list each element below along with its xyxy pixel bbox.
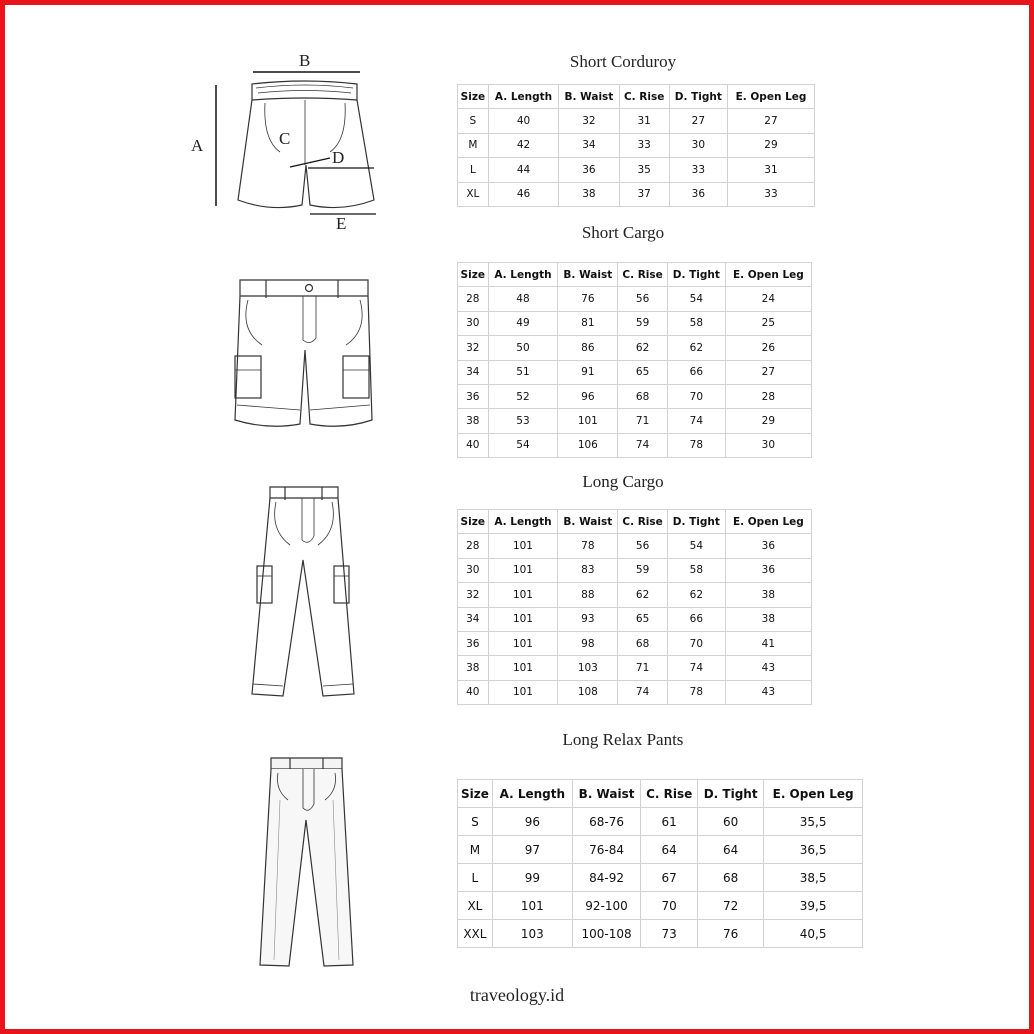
table-row (458, 892, 863, 920)
table-cell: 103 (492, 920, 572, 948)
table-cell: 43 (725, 680, 811, 704)
table-row (458, 409, 812, 433)
table-cell: 40,5 (764, 920, 863, 948)
table-cell: M (458, 133, 489, 157)
table-cell: 30 (669, 133, 727, 157)
table-cell: 35 (619, 158, 669, 182)
column-header: E. Open Leg (725, 510, 811, 534)
table-cell: 78 (667, 433, 725, 457)
table-cell: 28 (458, 534, 489, 558)
title-long-cargo: Long Cargo (582, 472, 664, 491)
table-cell: 52 (488, 384, 558, 408)
column-header: Size (458, 263, 489, 287)
table-cell: 34 (458, 607, 489, 631)
column-header: C. Rise (618, 510, 668, 534)
long-cargo-pants-icon (252, 487, 354, 696)
column-header: C. Rise (618, 263, 668, 287)
title-long-relax-pants: Long Relax Pants (562, 730, 684, 749)
table-cell: 76-84 (572, 836, 640, 864)
size-table-short-corduroy (457, 84, 815, 207)
table-cell: 36 (458, 384, 489, 408)
table-header-row (458, 510, 812, 534)
table-cell: 74 (667, 656, 725, 680)
column-header: D. Tight (669, 85, 727, 109)
table-cell: 78 (558, 534, 618, 558)
table-row (458, 384, 812, 408)
table-cell: 54 (667, 534, 725, 558)
table-cell: 93 (558, 607, 618, 631)
column-header: Size (458, 85, 489, 109)
table-cell: 38 (559, 182, 619, 206)
footer-brand: traveology.id (469, 985, 565, 1005)
column-header: A. Length (492, 780, 572, 808)
table-row (458, 583, 812, 607)
table-cell: 62 (618, 336, 668, 360)
table-cell: 73 (641, 920, 698, 948)
table-cell: 36 (559, 158, 619, 182)
table-row (458, 311, 812, 335)
table-row (458, 808, 863, 836)
table-cell: 74 (618, 433, 668, 457)
table-cell: 58 (667, 311, 725, 335)
column-header: A. Length (488, 85, 559, 109)
table-cell: 24 (725, 287, 811, 311)
table-cell: 61 (641, 808, 698, 836)
title-short-cargo: Short Cargo (581, 223, 665, 242)
table-cell: XL (458, 892, 493, 920)
table-cell: 99 (492, 864, 572, 892)
table-cell: 101 (488, 558, 558, 582)
table-cell: 50 (488, 336, 558, 360)
table-cell: 35,5 (764, 808, 863, 836)
table-cell: 27 (727, 109, 814, 133)
table-cell: 81 (558, 311, 618, 335)
table-cell: 64 (698, 836, 764, 864)
table-cell: 28 (458, 287, 489, 311)
table-cell: 38 (725, 607, 811, 631)
table-cell: 53 (488, 409, 558, 433)
column-header: E. Open Leg (725, 263, 811, 287)
column-header: Size (458, 510, 489, 534)
table-row (458, 656, 812, 680)
table-cell: 54 (667, 287, 725, 311)
table-cell: 33 (669, 158, 727, 182)
table-cell: 42 (488, 133, 559, 157)
table-cell: 38 (458, 656, 489, 680)
label-c: C (279, 129, 291, 148)
table-cell: 92-100 (572, 892, 640, 920)
table-cell: 101 (488, 680, 558, 704)
column-header: B. Waist (558, 263, 618, 287)
table-cell: 62 (667, 336, 725, 360)
table-row (458, 133, 815, 157)
table-cell: 43 (725, 656, 811, 680)
table-cell: 30 (725, 433, 811, 457)
table-cell: 33 (727, 182, 814, 206)
table-row (458, 920, 863, 948)
table-cell: 70 (667, 384, 725, 408)
table-cell: 29 (727, 133, 814, 157)
table-row (458, 336, 812, 360)
table-row (458, 182, 815, 206)
column-header: E. Open Leg (764, 780, 863, 808)
label-e: E (336, 214, 347, 233)
table-cell: M (458, 836, 493, 864)
table-cell: 56 (618, 287, 668, 311)
table-cell: 32 (458, 336, 489, 360)
table-cell: 33 (619, 133, 669, 157)
table-cell: 28 (725, 384, 811, 408)
table-cell: 98 (558, 631, 618, 655)
table-cell: 66 (667, 360, 725, 384)
table-cell: 101 (488, 656, 558, 680)
table-cell: 74 (667, 409, 725, 433)
column-header: D. Tight (667, 510, 725, 534)
table-cell: 83 (558, 558, 618, 582)
table-cell: 101 (488, 631, 558, 655)
table-cell: 36 (458, 631, 489, 655)
table-row (458, 109, 815, 133)
table-cell: 37 (619, 182, 669, 206)
table-cell: 106 (558, 433, 618, 457)
table-cell: 59 (618, 311, 668, 335)
table-cell: 60 (698, 808, 764, 836)
table-cell: 65 (618, 360, 668, 384)
table-cell: 65 (618, 607, 668, 631)
table-cell: 31 (727, 158, 814, 182)
table-cell: 71 (618, 656, 668, 680)
table-cell: 78 (667, 680, 725, 704)
table-cell: 70 (667, 631, 725, 655)
table-cell: 34 (458, 360, 489, 384)
table-row (458, 836, 863, 864)
table-cell: 41 (725, 631, 811, 655)
table-cell: 36,5 (764, 836, 863, 864)
table-cell: 39,5 (764, 892, 863, 920)
table-cell: 59 (618, 558, 668, 582)
table-cell: 96 (558, 384, 618, 408)
table-cell: 68 (618, 384, 668, 408)
table-cell: 31 (619, 109, 669, 133)
column-header: E. Open Leg (727, 85, 814, 109)
table-cell: 100-108 (572, 920, 640, 948)
column-header: D. Tight (698, 780, 764, 808)
column-header: C. Rise (619, 85, 669, 109)
table-header-row (458, 263, 812, 287)
column-header: C. Rise (641, 780, 698, 808)
table-row (458, 631, 812, 655)
table-cell: 27 (669, 109, 727, 133)
table-row (458, 864, 863, 892)
table-cell: 101 (558, 409, 618, 433)
relax-pants-icon (260, 758, 353, 966)
table-cell: 71 (618, 409, 668, 433)
table-cell: 68-76 (572, 808, 640, 836)
table-row (458, 158, 815, 182)
table-cell: 62 (618, 583, 668, 607)
table-cell: 76 (558, 287, 618, 311)
table-row (458, 433, 812, 457)
table-cell: 101 (488, 534, 558, 558)
table-cell: 97 (492, 836, 572, 864)
table-cell: 30 (458, 558, 489, 582)
table-cell: 108 (558, 680, 618, 704)
table-cell: 67 (641, 864, 698, 892)
label-b: B (299, 51, 311, 70)
table-cell: 68 (698, 864, 764, 892)
title-short-corduroy: Short Corduroy (569, 52, 677, 71)
table-cell: 58 (667, 558, 725, 582)
column-header: D. Tight (667, 263, 725, 287)
table-cell: 86 (558, 336, 618, 360)
table-row (458, 680, 812, 704)
table-cell: 103 (558, 656, 618, 680)
table-header-row (458, 780, 863, 808)
table-cell: XXL (458, 920, 493, 948)
table-cell: L (458, 864, 493, 892)
column-header: Size (458, 780, 493, 808)
table-cell: 74 (618, 680, 668, 704)
table-cell: 88 (558, 583, 618, 607)
table-cell: 30 (458, 311, 489, 335)
table-cell: 68 (618, 631, 668, 655)
table-cell: 66 (667, 607, 725, 631)
table-cell: S (458, 808, 493, 836)
table-cell: 101 (488, 607, 558, 631)
table-cell: 40 (458, 433, 489, 457)
table-cell: 76 (698, 920, 764, 948)
table-cell: 29 (725, 409, 811, 433)
size-table-long-cargo (457, 509, 812, 705)
table-cell: 51 (488, 360, 558, 384)
table-cell: 44 (488, 158, 559, 182)
column-header: B. Waist (572, 780, 640, 808)
size-table-short-cargo (457, 262, 812, 458)
table-cell: 27 (725, 360, 811, 384)
table-row (458, 287, 812, 311)
table-cell: 36 (669, 182, 727, 206)
table-cell: 56 (618, 534, 668, 558)
table-cell: 32 (458, 583, 489, 607)
table-cell: 64 (641, 836, 698, 864)
table-cell: 25 (725, 311, 811, 335)
table-row (458, 607, 812, 631)
table-cell: XL (458, 182, 489, 206)
table-cell: 36 (725, 558, 811, 582)
table-cell: 32 (559, 109, 619, 133)
table-cell: 26 (725, 336, 811, 360)
table-cell: 84-92 (572, 864, 640, 892)
table-cell: 72 (698, 892, 764, 920)
shorts-cargo-icon (235, 280, 372, 426)
table-cell: 101 (488, 583, 558, 607)
column-header: A. Length (488, 263, 558, 287)
table-row (458, 360, 812, 384)
table-cell: 48 (488, 287, 558, 311)
table-cell: 38 (458, 409, 489, 433)
table-cell: 101 (492, 892, 572, 920)
table-cell: L (458, 158, 489, 182)
table-cell: 91 (558, 360, 618, 384)
table-cell: 96 (492, 808, 572, 836)
table-cell: 38 (725, 583, 811, 607)
label-a: A (191, 136, 204, 155)
table-cell: 40 (458, 680, 489, 704)
column-header: B. Waist (558, 510, 618, 534)
shorts-corduroy-icon (216, 72, 376, 214)
size-table-long-relax-pants (457, 779, 863, 948)
table-header-row (458, 85, 815, 109)
table-cell: 36 (725, 534, 811, 558)
table-cell: 40 (488, 109, 559, 133)
table-cell: 34 (559, 133, 619, 157)
table-cell: 46 (488, 182, 559, 206)
table-cell: 70 (641, 892, 698, 920)
table-cell: S (458, 109, 489, 133)
table-row (458, 534, 812, 558)
column-header: B. Waist (559, 85, 619, 109)
table-cell: 49 (488, 311, 558, 335)
table-row (458, 558, 812, 582)
table-cell: 62 (667, 583, 725, 607)
column-header: A. Length (488, 510, 558, 534)
table-cell: 38,5 (764, 864, 863, 892)
table-cell: 54 (488, 433, 558, 457)
label-d: D (332, 148, 345, 167)
